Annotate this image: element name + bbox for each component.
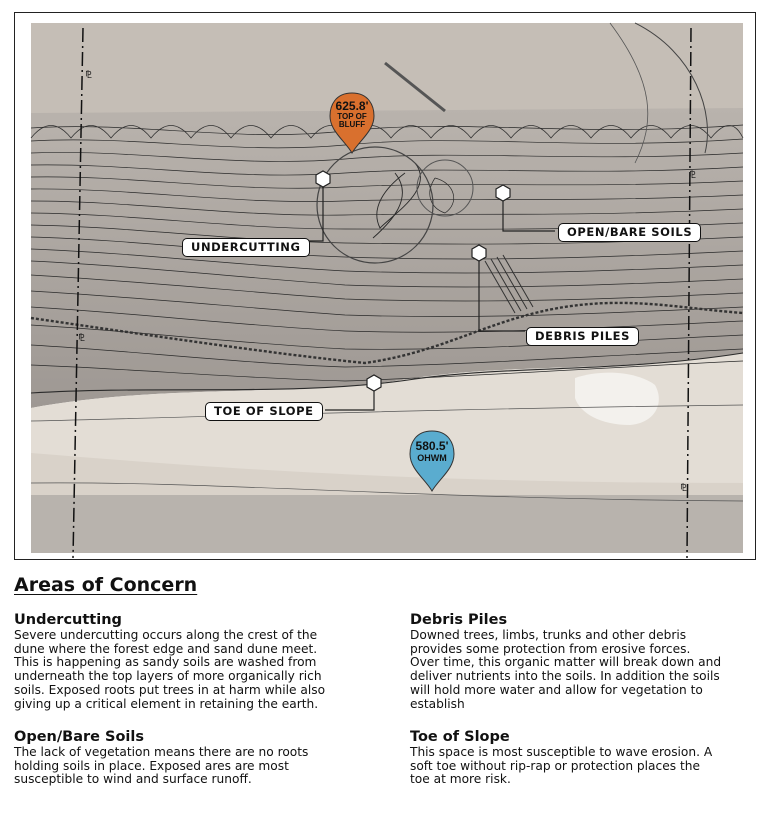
callout-toe-of-slope: TOE OF SLOPE	[205, 402, 323, 421]
ohwm-tag: OHWM	[417, 453, 447, 463]
hex-marker-debris-piles	[472, 245, 486, 261]
legend-line: soft toe without rip-rap or protection places the	[410, 758, 700, 773]
legend-line: establish	[410, 696, 465, 711]
legend-open-bare-soils	[14, 729, 369, 787]
callout-open-bare-soils: OPEN/BARE SOILS	[558, 223, 701, 242]
legend-undercutting-heading: Undercutting	[14, 612, 122, 628]
top-of-bluff-label	[330, 100, 374, 129]
legend-line: susceptible to wind and surface runoff.	[14, 772, 252, 787]
legend-open-bare-soils-heading: Open/Bare Soils	[14, 729, 145, 745]
ohwm-label	[410, 440, 454, 464]
legend-line: provides some protection from erosive forces.	[410, 641, 691, 656]
svg-text:⅊: ⅊	[689, 170, 696, 181]
top-of-bluff-tag-line1: TOP OF	[337, 112, 367, 121]
legend-line: underneath the top layers of more organically rich	[14, 669, 322, 684]
ohwm-elevation: 580.5'	[415, 439, 449, 453]
legend-undercutting	[14, 612, 369, 711]
svg-text:⅊: ⅊	[85, 70, 92, 81]
callout-undercutting: UNDERCUTTING	[182, 238, 310, 257]
legend-line: toe at more risk.	[410, 772, 511, 787]
legend-line: deliver nutrients into the soils. In addition the soils	[410, 669, 720, 684]
legend-line: The lack of vegetation means there are no roots	[14, 745, 309, 759]
top-of-bluff-elevation: 625.8'	[335, 99, 369, 113]
legend-line: giving up a critical element in retaining the earth.	[14, 696, 319, 711]
legend-line: Over time, this organic matter will break down and	[410, 655, 722, 670]
legend-line: dune where the forest edge and sand dune meet.	[14, 641, 318, 656]
legend-title: Areas of Concern	[14, 574, 198, 596]
legend-debris-piles-heading: Debris Piles	[410, 612, 508, 628]
legend-line: holding soils in place. Exposed ares are most	[14, 758, 289, 773]
legend-line: Severe undercutting occurs along the crest of the	[14, 628, 318, 642]
site-map	[14, 12, 756, 560]
legend-line: soils. Exposed roots put trees in at harm while also	[14, 682, 326, 697]
legend-toe-of-slope	[410, 729, 765, 787]
legend-line: will hold more water and allow for vegetation to	[410, 682, 703, 697]
callout-debris-piles: DEBRIS PILES	[526, 327, 639, 346]
aerial-contour-map	[15, 13, 756, 560]
nearshore-strip	[31, 495, 743, 553]
legend-debris-piles	[410, 612, 765, 711]
top-of-bluff-tag-line2: BLUFF	[338, 120, 366, 129]
legend-line: This is happening as sandy soils are washed from	[14, 655, 317, 670]
svg-text:⅊: ⅊	[680, 483, 687, 494]
hex-marker-undercutting	[316, 171, 330, 187]
hex-marker-toe-of-slope	[367, 375, 381, 391]
hex-marker-open-bare-soils	[496, 185, 510, 201]
legend-line: This space is most susceptible to wave erosion. A	[410, 745, 713, 759]
svg-text:⅊: ⅊	[78, 333, 85, 344]
legend-toe-of-slope-heading: Toe of Slope	[410, 729, 510, 745]
legend-line: Downed trees, limbs, trunks and other debris	[410, 628, 687, 642]
